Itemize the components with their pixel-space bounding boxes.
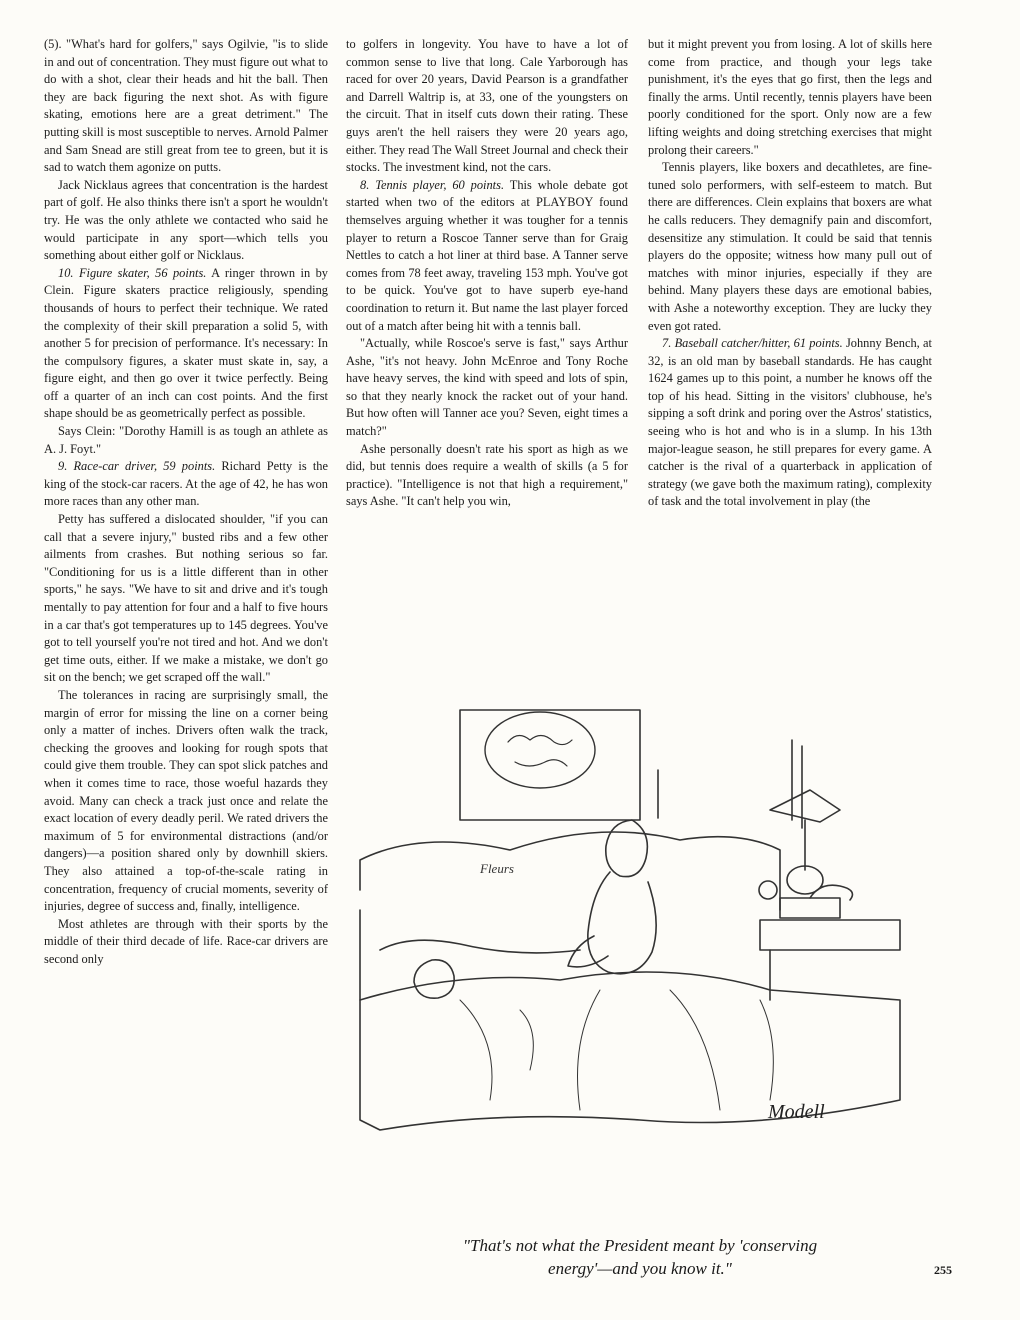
article-paragraph: but it might prevent you from losing. A lot of skills here come from practice, and though your legs take punishment, it's the eyes that go first, then the legs and finally the arms. Until recently, tennis players have been poorly conditioned for the sport. Only now are a few lifting weights and doing stretching exercises that might prolong their careers.": [648, 37, 932, 157]
section-heading: 9. Race-car driver, 59 points.: [58, 459, 216, 474]
article-paragraph: Tennis players, like boxers and decathletes, are fine-tuned solo performers, with self-esteem to match. But there are differences. Clein explains that boxers are what he calls reducers. They demagnify pain and discomfort, desensitize any stimulation. It could be said that tennis players do the opposite; witness how many pull out of matches with minor injuries, especially if they are behind. Many players these days are emotional babies, with Ashe a noteworthy exception. They are lucky they even got rated.: [648, 160, 932, 333]
article-paragraph: 10. Figure skater, 56 points. A ringer thrown in by Clein. Figure skaters practice religiously, spending thousands of hours to perfect their technique. We rated the complexity of their skill preparation a solid 5, with another 5 for precision of performance. It's necessary: In the compulsory figures, a skater must skate in, say, a figure eight, and then go over it twice perfectly. Being off a quarter of an inch can cost points. And the first shape should be as geometrically perfect as possible.: [44, 265, 328, 421]
headboard: [360, 832, 780, 910]
article-paragraph: Petty has suffered a dislocated shoulder, "if you can call that a severe injury," busted ribs and a few other ailments from crashes. But nothing serious so far. "Conditioning for us is a little different than in other sports," he says. "We have to sit and drive and it's tough mentally to pay attention for four and a half to five hours in a car that's got temperatures up to 145 degrees. You've got to tell yourself you're not tired and hot. And we don't get time outs, either. If we make a mistake, we don't go sit on the bench; we get scraped off the wall.": [44, 512, 328, 685]
article-paragraph: Most athletes are through with their sports by the middle of their third decade of life. Race-car drivers are second only: [44, 916, 328, 966]
article-paragraph: 9. Race-car driver, 59 points. Richard Petty is the king of the stock-car racers. At the age of 42, he has won more races than any other man.: [44, 459, 328, 509]
pillow: [380, 940, 580, 953]
article-paragraph: 8. Tennis player, 60 points. This whole debate got started when two of the editors at PLAYBOY found themselves arguing whether it was tougher for a tennis player to return a Roscoe Tanner serve than for Graig Nettles to catch a hot liner at third base. A Tanner serve comes from 78 feet away, traveling 153 mph. You've got to be quick. You've got to have superb eye-hand coordination to return it. But name the last player forced out of a match after being hit with a tennis ball.: [346, 177, 628, 333]
caption-line: energy'—and you know it.": [548, 1259, 732, 1278]
woman-head: [606, 820, 648, 877]
article-paragraph: Says Clein: "Dorothy Hamill is as tough an athlete as A. J. Foyt.": [44, 424, 328, 456]
article-paragraph: Ashe personally doesn't rate his sport as high as we did, but tennis does require a wealth of skills (a 5 for practice). "Intelligence is not that high a requirement," says Ashe. "It can't help you win,: [346, 441, 628, 509]
man-head: [414, 960, 454, 998]
headboard-lettering: Fleurs: [480, 861, 514, 876]
article-paragraph: Jack Nicklaus agrees that concentration is the hardest part of golf. He also thinks there isn't a sport he wouldn't try. He was the only athlete we contacted who said he would participate in any sport—which tells you something about either golf or Nicklaus.: [44, 177, 328, 263]
article-paragraph: 7. Baseball catcher/hitter, 61 points. Johnny Bench, at 32, is an old man by baseball standards. He has caught 1624 games up to this point, a number he knows off the top of his head. Sitting in the visitors' clubhouse, he's sipping a soft drink and poring over the Astros' statistics, seeing who is hot and who is in a slump. In his 13th major-league season, he still prepares for every game. A catcher is the rival of a quarterback in application of strategy (we gave both the maximum rating), complexity of task and the total involvement in play (the: [648, 336, 932, 509]
caption-line: "That's not what the President meant by 'conserving: [462, 1236, 818, 1255]
article-paragraph: to golfers in longevity. You have to have a lot of common sense to live that long. Cale Yarborough has raced for over 20 years, David Pearson is a grandfather and Darrell Waltrip is, at 33, one of the youngsters on the circuit. That in itself cuts down their rating. These guys aren't the hell raisers they were 20 years ago, either. They read The Wall Street Journal and check their stocks. The investment kind, not the cars.: [346, 37, 628, 175]
column-1: [44, 36, 328, 968]
page-number: 255: [934, 1263, 952, 1277]
article-paragraph: "Actually, while Roscoe's serve is fast," says Arthur Ashe, "it's not heavy. John McEnroe and Tony Roche have heavy serves, the kind with speed and lots of spin, so that they nearly knock the racket out of your hand. But how often will Tanner ace you? Seven, eight times a match?": [346, 336, 628, 439]
section-heading: 8. Tennis player, 60 points.: [360, 177, 505, 192]
article-paragraph: The tolerances in racing are surprisingly small, the margin of error for missing the line on a corner being only a matter of inches. Drivers often walk the track, checking the grooves and looking for rough spots that could give them trouble. They can spot slick patches and when it comes time to race, those woeful hazards they avoid. Many can check a track just once and relate the exact location of every deadly peril. We rated drivers the maximum of 5 for environmental distractions (and/or dangers)—a position shared only by downhill skiers. They also attained a top-of-the-scale rating in concentration, frequency of crucial moments, severity of injuries, degree of success and, finally, intelligence.: [44, 687, 328, 914]
cartoon-illustration: [340, 700, 940, 1220]
woman-body: [588, 872, 656, 974]
cartoon-caption: [380, 1234, 900, 1280]
section-heading: 10. Figure skater, 56 points.: [58, 265, 207, 280]
artist-signature: Modell: [768, 1101, 825, 1123]
lamp: [770, 790, 840, 822]
column-3: [648, 36, 932, 511]
section-heading: 7. Baseball catcher/hitter, 61 points.: [662, 336, 843, 351]
alarm-clock-icon: [759, 881, 777, 899]
wall-picture: [460, 710, 640, 820]
column-2: [346, 36, 628, 511]
article-paragraph: (5). "What's hard for golfers," says Ogilvie, "is to slide in and out of concentration. They must figure out what to do with a shot, clear their heads and hit the ball. Then they are back figuring the next shot. As with figure skating, emotions here are a great detriment." The putting skill is most susceptible to nerves. Arnold Palmer and Sam Snead are still great from tee to green, but it is sad to watch them agonize on putts.: [44, 37, 328, 175]
